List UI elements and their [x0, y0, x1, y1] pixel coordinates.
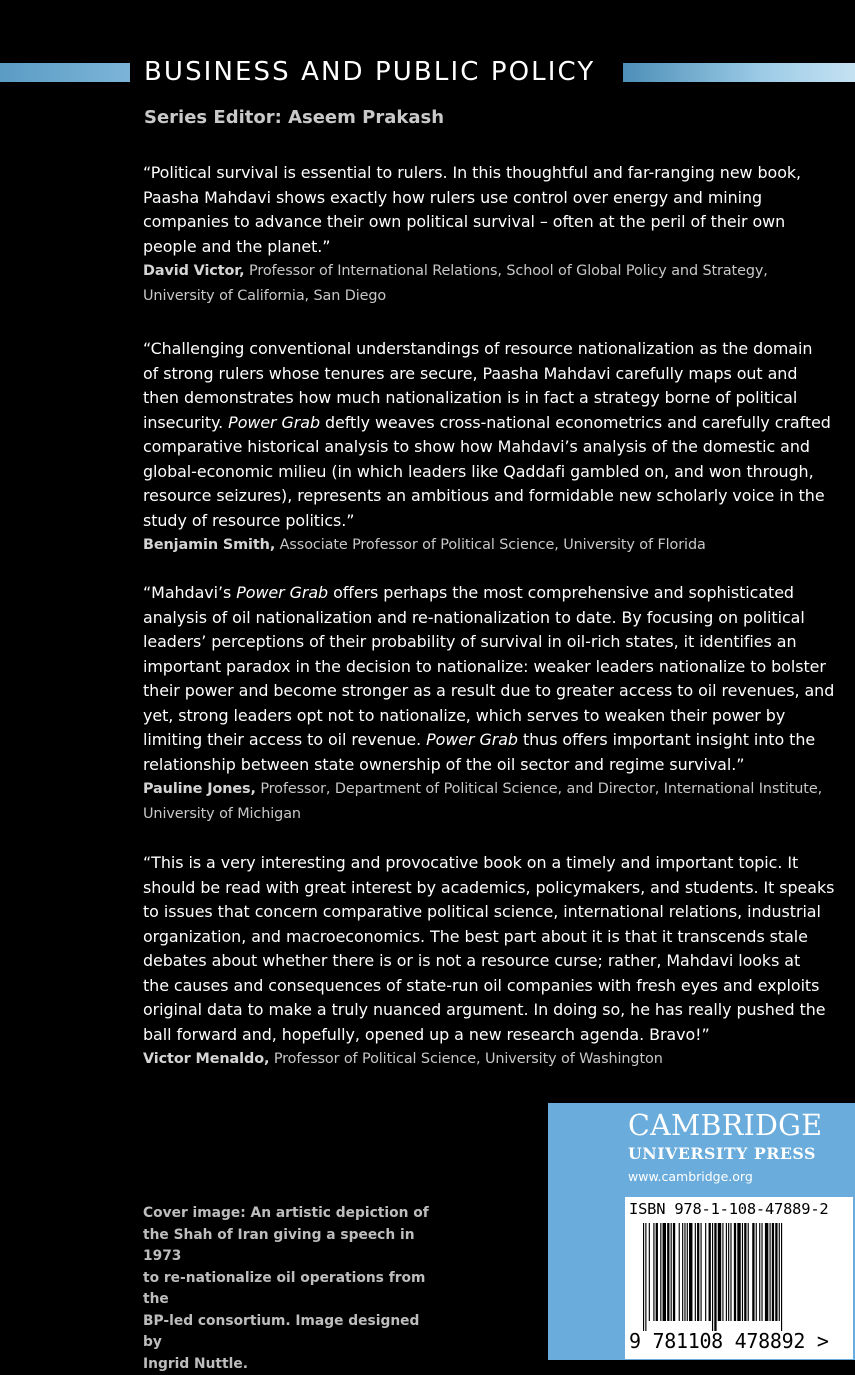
endorsement-1	[143, 161, 838, 308]
barcode-bar	[756, 1223, 757, 1321]
barcode-bar	[667, 1223, 669, 1321]
barcode-bar	[781, 1223, 782, 1331]
barcode-label	[625, 1197, 853, 1359]
endorsement-attribution	[143, 259, 838, 308]
barcode-bar	[712, 1223, 713, 1331]
endorsement-attribution	[143, 777, 838, 826]
barcode-bar	[765, 1223, 768, 1321]
endorser-affiliation: Associate Professor of Political Science, University of Florida	[275, 537, 706, 553]
endorser-name: David Victor,	[143, 263, 245, 279]
barcode-bar	[671, 1223, 672, 1321]
barcode-bar	[742, 1223, 743, 1321]
barcode-bar	[656, 1223, 658, 1321]
barcode-bar	[689, 1223, 692, 1321]
endorser-affiliation: Professor of Political Science, University of Washington	[269, 1051, 663, 1067]
endorser-name: Benjamin Smith,	[143, 537, 276, 553]
barcode-bar	[653, 1223, 654, 1321]
publisher-panel	[548, 1103, 855, 1360]
endorser-name: Victor Menaldo,	[143, 1051, 270, 1067]
barcode-bar	[728, 1223, 729, 1321]
barcode-bar	[697, 1223, 699, 1321]
series-accent-bar-left	[0, 63, 130, 82]
endorsement-2	[143, 337, 838, 558]
barcode-bar	[737, 1223, 740, 1321]
barcode-bar	[744, 1223, 746, 1321]
endorsement-3	[143, 581, 838, 826]
series-title: BUSINESS AND PUBLIC POLICY	[144, 57, 596, 87]
series-editor: Series Editor: Aseem Prakash	[144, 107, 445, 128]
barcode-bar	[705, 1223, 706, 1321]
endorsement-quote: “Mahdavi’s Power Grab offers perhaps the most comprehensive and sophisticated analysis of oil nationalization and re-nationalization to date. By focusing on political leaders’ perceptions of their probability of survival in oil-rich states, it identifies an important paradox in the decision to nationalize: weaker leaders nationalize to bolster their power and become stronger as a result due to greater access to oil revenues, and yet, strong leaders opt not to nationalize, which serves to weaken their power by limiting their access to oil revenue. Power Grab thus offers important insight into the relationship between state ownership of the oil sector and regime survival.”	[143, 583, 835, 774]
barcode-bar	[726, 1223, 727, 1321]
endorser-affiliation: Professor, Department of Political Science, and Director, International Institute, University of Michigan	[143, 781, 823, 822]
barcode-bar	[759, 1223, 760, 1321]
publisher-url: www.cambridge.org	[628, 1169, 753, 1184]
barcode-bar	[714, 1223, 716, 1331]
barcode-bar	[645, 1223, 646, 1331]
endorsement-attribution	[143, 533, 838, 558]
barcode-bar	[772, 1223, 774, 1321]
endorsement-quote: “Challenging conventional understandings of resource nationalization as the domain of strong rulers whose tenures are secure, Paasha Mahdavi carefully maps out and then demonstrates how much nationalization is in fact a strategy borne of political insecurity. Power Grab deftly weaves cross-national econometrics and carefully crafted comparative historical analysis to show how Mahdavi’s analysis of the domestic and global-economic milieu (in which leaders like Qaddafi gambled on, and won through, resource seizures), represents an ambitious and formidable new scholarly voice in the study of resource politics.”	[143, 339, 831, 530]
barcode-bar	[643, 1223, 644, 1331]
barcode-bar	[682, 1223, 683, 1321]
barcode-bar	[679, 1223, 680, 1321]
endorsement-attribution	[143, 1047, 838, 1072]
ean-text: 9 781108 478892 >	[629, 1329, 829, 1353]
barcode-bar	[718, 1223, 721, 1321]
cover-image-caption: Cover image: An artistic depiction of the Shah of Iran giving a speech in 1973 to re-nationalize oil operations from the BP-led consortium. Image designed by Ingrid Nuttle.	[143, 1205, 429, 1372]
barcode-bar	[660, 1223, 661, 1321]
endorsement-quote: “This is a very interesting and provocative book on a timely and important topic. It should be read with great interest by academics, policymakers, and students. It speaks to issues that concern comparative political science, international relations, industrial organization, and macroeconomics. The best part about it is that it transcends stale debates about whether there is or is not a resource curse; rather, Mahdavi looks at the causes and consequences of state-run oil companies with fresh eyes and exploits original data to make a truly nuanced argument. In doing so, he has really pushed the ball forward and, hopefully, opened up a new research agenda. Bravo!”	[143, 853, 835, 1044]
barcode-bar	[649, 1223, 650, 1321]
publisher-subtitle: UNIVERSITY PRESS	[628, 1144, 816, 1163]
barcode-bar	[684, 1223, 685, 1321]
series-accent-bar-right	[623, 63, 855, 82]
barcode-bar	[752, 1223, 754, 1321]
publisher-name: CAMBRIDGE	[628, 1109, 823, 1142]
endorsement-4	[143, 851, 838, 1072]
barcode-bar	[709, 1223, 711, 1321]
barcode-bar	[687, 1223, 688, 1321]
barcode-bar	[779, 1223, 780, 1321]
barcode-bar	[761, 1223, 762, 1321]
barcode-bar	[748, 1223, 749, 1321]
barcode-bar	[775, 1223, 777, 1321]
endorser-affiliation: Professor of International Relations, School of Global Policy and Strategy, University of California, San Diego	[143, 263, 768, 304]
endorsement-quote: “Political survival is essential to rulers. In this thoughtful and far-ranging new book, Paasha Mahdavi shows exactly how rulers use control over energy and mining companies to advance their own political survival – often at the peril of their own people and the planet.”	[143, 163, 802, 256]
barcode-icon	[625, 1221, 853, 1331]
isbn-text: ISBN 978-1-108-47889-2	[629, 1200, 829, 1218]
barcode-bar	[722, 1223, 723, 1321]
barcode-bar	[695, 1223, 696, 1321]
barcode-bar	[663, 1223, 666, 1321]
barcode-bar	[734, 1223, 736, 1321]
barcode-bar	[701, 1223, 702, 1321]
barcode-bar	[730, 1223, 731, 1321]
endorser-name: Pauline Jones,	[143, 781, 256, 797]
barcode-bar	[770, 1223, 771, 1321]
barcode-bar	[673, 1223, 675, 1321]
